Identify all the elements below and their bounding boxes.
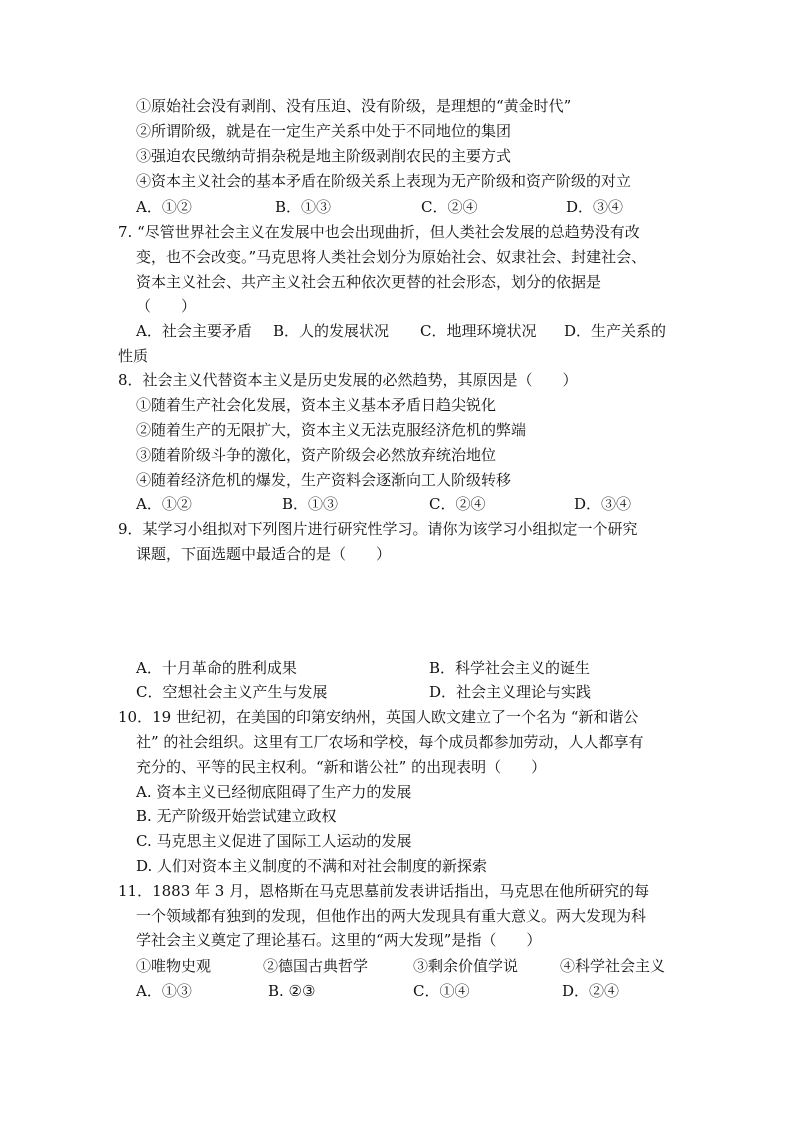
- q7-option-d: D．生产关系的: [564, 322, 667, 340]
- q10-option-d: D. 人们对资本主义制度的不满和对社会制度的新探索: [136, 857, 488, 875]
- q11-item-1: ①唯物史观: [136, 957, 212, 975]
- q7-option-d-wrap: 性质: [118, 347, 149, 365]
- q7-stem-line-2: 变，也不会改变。”马克思将人类社会划分为原始社会、奴隶社会、封建社会、: [136, 248, 647, 266]
- q11-item-4: ④科学社会主义: [560, 957, 666, 975]
- q9-stem-line-1: 9．某学习小组拟对下列图片进行研究性学习。请你为该学习小组拟定一个研究: [118, 520, 638, 538]
- q11-option-d: D．②④: [562, 982, 620, 1000]
- q9-option-c: C．空想社会主义产生与发展: [136, 683, 328, 701]
- q9-option-d: D．社会主义理论与实践: [429, 683, 592, 701]
- q8-option-b: B．①③: [282, 495, 339, 513]
- q8-option-c: C．②④: [429, 495, 486, 513]
- q11-stem-line-2: 一个领域都有独到的发现，但他作出的两大发现具有重大意义。两大发现为科: [136, 907, 647, 925]
- q11-option-a: A．①③: [136, 982, 192, 1000]
- q8-option-a: A．①②: [136, 495, 192, 513]
- q10-stem-line-3: 充分的、平等的民主权利。“新和谐公社” 的出现表明（ ）: [136, 758, 547, 776]
- q6-option-b: B．①③: [275, 198, 332, 216]
- q8-statement-3: ③随着阶级斗争的激化，资产阶级会必然放弃统治地位: [136, 446, 497, 464]
- q10-stem-line-2: 社” 的社会组织。这里有工厂农场和学校，每个成员都参加劳动，人人都享有: [136, 733, 644, 751]
- q9-option-b: B．科学社会主义的诞生: [429, 659, 591, 677]
- q6-statement-2: ②所谓阶级，就是在一定生产关系中处于不同地位的集团: [136, 122, 512, 140]
- q10-option-c: C. 马克思主义促进了国际工人运动的发展: [136, 832, 412, 850]
- q8-statement-4: ④随着经济危机的爆发，生产资料会逐渐向工人阶级转移: [136, 471, 512, 489]
- q7-answer-bracket: （ ）: [136, 297, 197, 315]
- q6-option-c: C．②④: [421, 198, 478, 216]
- q8-stem: 8．社会主义代替资本主义是历史发展的必然趋势，其原因是（ ）: [118, 371, 578, 389]
- q6-statement-4: ④资本主义社会的基本矛盾在阶级关系上表现为无产阶级和资产阶级的对立: [136, 172, 632, 190]
- q8-statement-2: ②随着生产的无限扩大，资本主义无法克服经济危机的弊端: [136, 421, 527, 439]
- q6-statement-3: ③强迫农民缴纳苛捐杂税是地主阶级剥削农民的主要方式: [136, 147, 512, 165]
- q7-option-a: A．社会主要矛盾: [136, 322, 252, 340]
- q6-option-a: A．①②: [136, 198, 192, 216]
- q9-stem-line-2: 课题，下面选题中最适合的是（ ）: [136, 545, 392, 563]
- q11-item-3: ③剩余价值学说: [413, 957, 519, 975]
- q10-option-a: A. 资本主义已经彻底阻碍了生产力的发展: [136, 783, 412, 801]
- q8-statement-1: ①随着生产社会化发展，资本主义基本矛盾日趋尖锐化: [136, 396, 497, 414]
- q9-option-a: A．十月革命的胜利成果: [136, 659, 297, 677]
- q10-stem-line-1: 10．19 世纪初，在美国的印第安纳州，英国人欧文建立了一个名为 “新和谐公: [118, 708, 639, 726]
- q7-stem-line-1: 7. “尽管世界社会主义在发展中也会出现曲折，但人类社会发展的总趋势没有改: [118, 223, 640, 241]
- q7-option-b: B．人的发展状况: [273, 322, 390, 340]
- q8-option-d: D．③④: [574, 495, 632, 513]
- q11-option-c: C．①④: [413, 982, 470, 1000]
- q10-option-b: B. 无产阶级开始尝试建立政权: [136, 807, 337, 825]
- q11-stem-line-1: 11．1883 年 3 月，恩格斯在马克思墓前发表讲话指出，马克思在他所研究的每: [118, 882, 650, 900]
- q11-option-b: B. ②③: [268, 982, 316, 1000]
- q6-statement-1: ①原始社会没有剥削、没有压迫、没有阶级，是理想的“黄金时代”: [136, 97, 572, 115]
- q11-item-2: ②德国古典哲学: [263, 957, 369, 975]
- q6-option-d: D．③④: [566, 198, 624, 216]
- q7-option-c: C．地理环境状况: [420, 322, 537, 340]
- q11-stem-line-3: 学社会主义奠定了理论基石。这里的“两大发现”是指（ ）: [136, 931, 542, 949]
- q7-stem-line-3: 资本主义社会、共产主义社会五种依次更替的社会形态，划分的依据是: [136, 273, 602, 291]
